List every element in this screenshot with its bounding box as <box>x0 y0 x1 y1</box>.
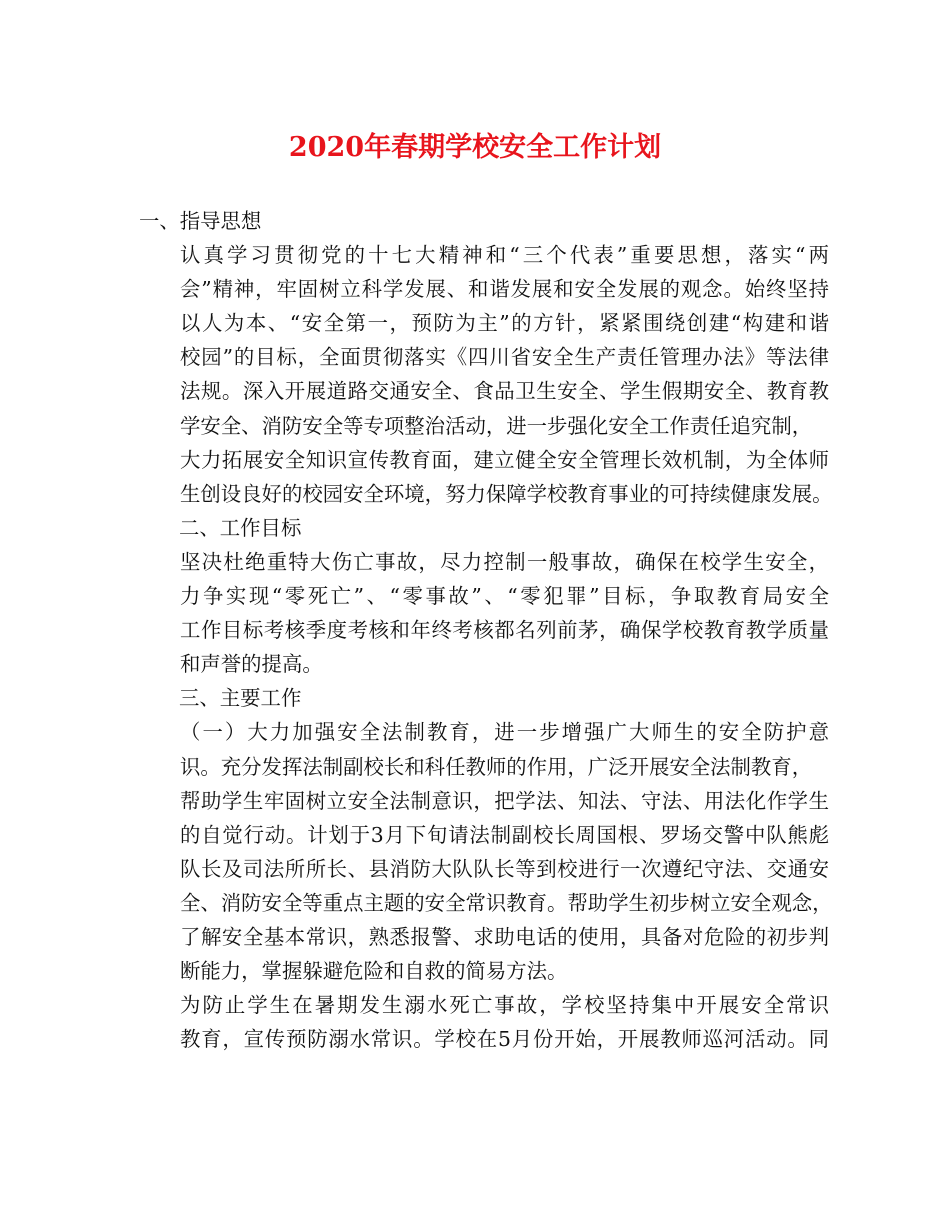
document-title: 2020年春期学校安全工作计划 <box>288 132 662 163</box>
paragraph-line: 了解安全基本常识，熟悉报警、求助电话的使用，具备对危险的初步判 <box>180 924 829 949</box>
paragraph-line: 为防止学生在暑期发生溺水死亡事故，学校坚持集中开展安全常识 <box>180 993 829 1018</box>
section-paragraph-main-work <box>139 715 833 988</box>
paragraph-line: 生创设良好的校园安全环境，努力保障学校教育事业的可持续健康发展。 <box>180 481 833 506</box>
paragraph-line: 大力拓展安全知识宣传教育面，建立健全安全管理长效机制，为全体师 <box>180 447 829 472</box>
paragraph-line: 帮助学生牢固树立安全法制意识，把学法、知法、守法、用法化作学生 <box>180 788 829 813</box>
paragraph-line: 会”精神，牢固树立科学发展、和谐发展和安全发展的观念。始终坚持 <box>180 277 829 302</box>
paragraph-line: （一）大力加强安全法制教育，进一步增强广大师生的安全防护意 <box>180 720 829 745</box>
paragraph-line: 全、消防安全等重点主题的安全常识教育。帮助学生初步树立安全观念， <box>180 890 833 915</box>
paragraph-line: 断能力，掌握躲避危险和自救的简易方法。 <box>180 959 568 984</box>
paragraph-line: 法规。深入开展道路交通安全、食品卫生安全、学生假期安全、教育教 <box>180 379 829 404</box>
paragraph-line: 的自觉行动。计划于3月下旬请法制副校长周国根、罗场交警中队熊彪 <box>180 822 829 847</box>
paragraph-line: 以人为本、“安全第一，预防为主”的方针，紧紧围绕创建“构建和谐 <box>180 311 829 336</box>
paragraph-line: 和声誉的提高。 <box>180 652 323 677</box>
paragraph-line: 坚决杜绝重特大伤亡事故，尽力控制一般事故，确保在校学生安全， <box>180 549 829 574</box>
paragraph-line: 教育，宣传预防溺水常识。学校在5月份开始，开展教师巡河活动。同 <box>180 1027 829 1052</box>
paragraph-line: 工作目标考核季度考核和年终考核都名列前茅，确保学校教育教学质量 <box>180 618 829 643</box>
section-paragraph-guiding-ideology <box>139 238 833 511</box>
paragraph-line: 校园”的目标，全面贯彻落实《四川省安全生产责任管理办法》等法律 <box>180 345 829 370</box>
section-paragraph-work-goals <box>139 545 829 681</box>
paragraph-line: 队长及司法所所长、县消防大队队长等到校进行一次遵纪守法、交通安 <box>180 856 829 881</box>
paragraph-line: 学安全、消防安全等专项整治活动，进一步强化安全工作责任追究制， <box>180 413 813 438</box>
paragraph-line: 认真学习贯彻党的十七大精神和“三个代表”重要思想，落实“两 <box>180 243 829 268</box>
section-heading-guiding-ideology: 一、指导思想 <box>139 209 262 233</box>
paragraph-line: 识。充分发挥法制副校长和科任教师的作用，广泛开展安全法制教育， <box>180 754 813 779</box>
section-heading-work-goals: 二、工作目标 <box>179 515 302 540</box>
paragraph-line: 力争实现“零死亡”、“零事故”、“零犯罪”目标，争取教育局安全 <box>180 584 829 609</box>
section-paragraph-drowning-prevention <box>139 988 829 1056</box>
document-body <box>139 204 833 1056</box>
section-heading-main-work: 三、主要工作 <box>179 686 302 711</box>
